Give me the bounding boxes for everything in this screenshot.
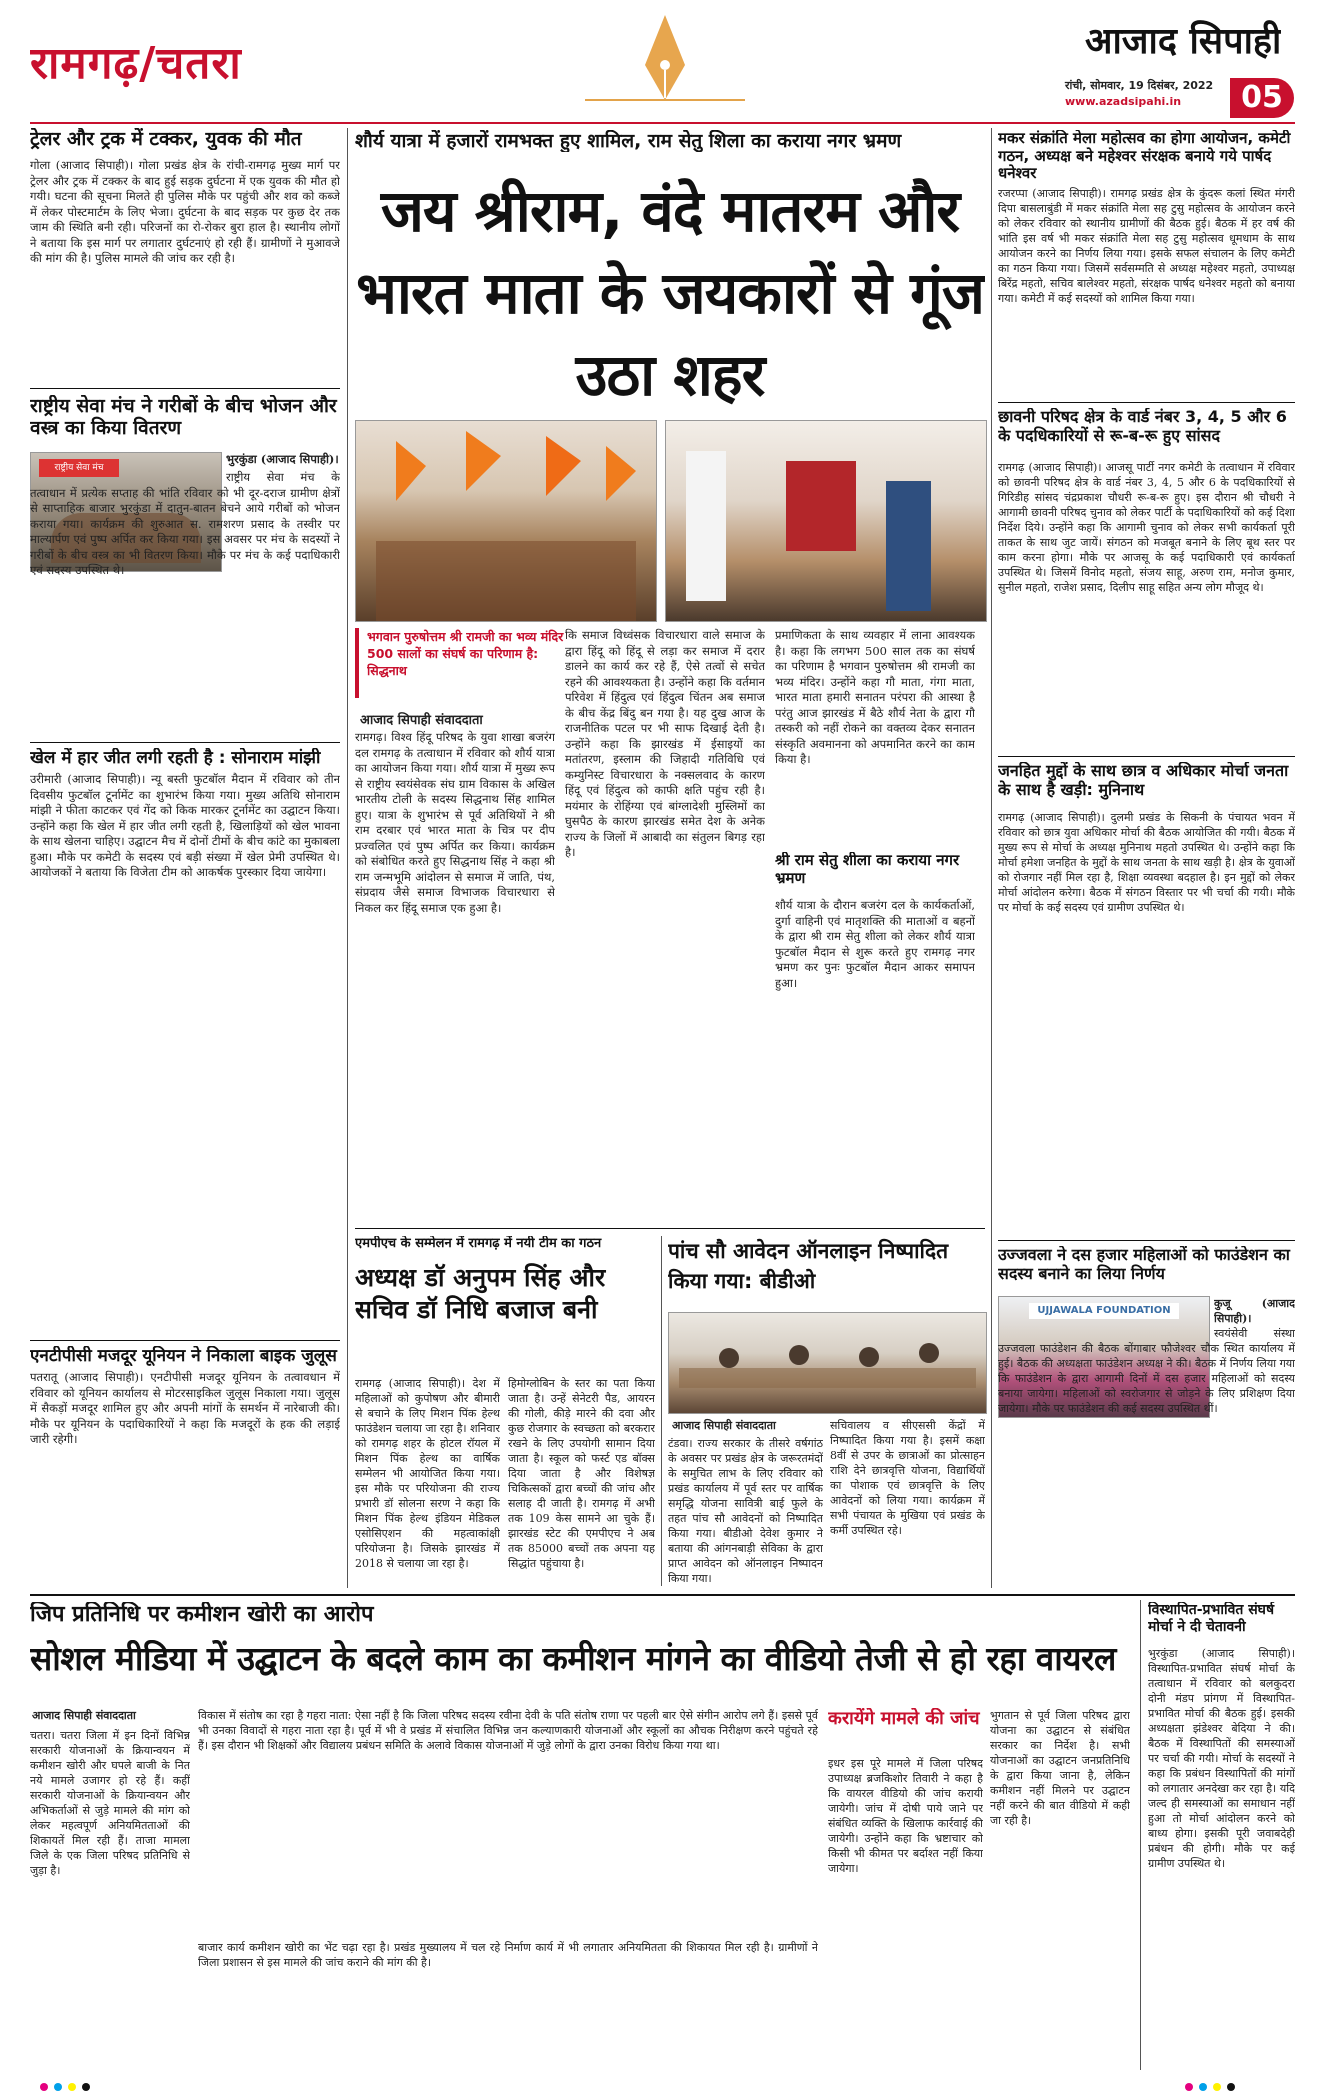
- lead-body: कि समाज विध्वंसक विचारधारा वाले समाज के द्वारा हिंदू को हिंदू से लड़ा कर समाज में दरार डालने का कार्य कर रहे हैं, ऐसे तत्वों से सचेत रहने की आवश्यकता है। उन्होंने कहा कि वर्तमान परिवेश में हिंदुत्व एवं हिंदुत्व चिंतन अब समाज के बीच केंद्र बिंदु बन गया है। यह दुख आज के राजनीतिक पटल पर भी साफ दिखाई देती है। उन्होंने कहा कि झारखंड में ईसाइयों का मतांतरण, इस्लाम की जिहादी गतिविधि एवं कम्युनिस्ट विचारधारा के नक्सलवाद के कारण हिंदू एवं हिंदुत्व को काफी क्षति पहुंच रही है। मयंमार के रोहिंग्या एवं बांग्लादेशी मुस्लिमों का घुसपैठ के कारण झारखंड समेत देश के अनेक राज्य के जिलों में आबादी का संतुलन बिगड़ रहा है।: [565, 628, 765, 859]
- story-title: राष्ट्रीय सेवा मंच ने गरीबों के बीच भोजन और वस्त्र का किया वितरण: [30, 395, 337, 440]
- column-rule: [991, 128, 992, 1588]
- story-body: उरीमारी (आजाद सिपाही)। न्यू बस्ती फुटबॉल मैदान में रविवार को तीन दिवसीय फुटबॉल टूर्नामेंट का शुभारंभ किया गया। मुख्य अतिथि सोनाराम मांझी ने फीता काटकर एवं गेंद को किक मारकर टूर्नामेंट का उद्घाटन किया। उन्होंने कहा कि खेल में हार जीत लगी रहती है, खिलाड़ियों को खेल भावना के साथ खेलना चाहिए। उद्घाटन मैच में दोनों टीमों के बीच कांटे का मुकाबला हुआ। मौके पर कमेटी के सदस्य एवं बड़ी संख्या में खेल प्रेमी उपस्थित थे। आयोजकों ने बताया कि विजेता टीम को आकर्षक पुरस्कार दिया जायेगा।: [30, 772, 340, 879]
- story-byline: आजाद सिपाही संवाददाता: [32, 1709, 136, 1722]
- story-body: राष्ट्रीय सेवा मंच के तत्वाधान में प्रत्येक सप्ताह की भांति रविवार को भी दूर-दराज ग्रामीण क्षेत्रों से साप्ताहिक बाजार भुरकुंडा में दातुन-बातन बेचने आये गरीबों को भोजन कराया गया। कार्यक्रम की शुरुआत स. रामशरण प्रसाद के तस्वीर पर माल्यार्पण एवं पुष्प अर्पित कर किया गया। इस अवसर पर मंच के सदस्यों ने गरीबों के बीच वस्त्र का भी वितरण किया। मौके पर मंच के कई पदाधिकारी एवं सदस्य उपस्थित थे।: [30, 470, 340, 577]
- story-subhead: करायेंगे मामले की जांच: [828, 1708, 980, 1729]
- lead-kicker: शौर्य यात्रा में हजारों रामभक्त हुए शामिल, राम सेतु शिला का कराया नगर भ्रमण: [355, 130, 902, 152]
- story-body: गोला (आजाद सिपाही)। गोला प्रखंड क्षेत्र के रांची-रामगढ़ मुख्य मार्ग पर ट्रेलर और ट्रक में टक्कर के बाद हुई सड़क दुर्घटना में एक युवक की मौत हो गयी। घटना की सूचना मिलते ही पुलिस मौके पर पहुंची और शव को कब्जे में लेकर पोस्टमार्टम के लिए भेजा। दुर्घटना के बाद सड़क पर कुछ देर तक जाम की स्थिति बनी रही। परिजनों का रो-रोकर बुरा हाल है। स्थानीय लोगों ने बताया कि इस मार्ग पर लगातार दुर्घटनाएं हो रही हैं। ग्रामीणों ने मुआवजे की मांग की है। पुलिस मामले की जांच कर रही है।: [30, 158, 340, 265]
- divider: [30, 742, 340, 743]
- column-rule: [661, 1236, 662, 1586]
- dateline: रांची, सोमवार, 19 दिसंबर, 2022: [1065, 79, 1214, 92]
- news-photo-rally: [355, 420, 657, 622]
- story-title: ट्रेलर और ट्रक में टक्कर, युवक की मौत: [30, 128, 302, 150]
- story-body: इधर इस पूरे मामले में जिला परिषद उपाध्यक्ष ब्रजकिशोर तिवारी ने कहा है कि वायरल वीडियो की जांच करायी जायेगी। जांच में दोषी पाये जाने पर संबंधित व्यक्ति के खिलाफ कार्रवाई की जायेगी। उन्होंने कहा कि भ्रष्टाचार को किसी भी कीमत पर बर्दाश्त नहीं किया जायेगा।: [828, 1757, 983, 1875]
- bottom-kicker: जिप प्रतिनिधि पर कमीशन खोरी का आरोप: [30, 1602, 374, 1627]
- story-body: रामगढ़ (आजाद सिपाही)। दुलमी प्रखंड के सिकनी के पंचायत भवन में रविवार को छात्र युवा अधिकार मोर्चा की बैठक आयोजित की गयी। बैठक में मुख्य रूप से मोर्चा के अध्यक्ष मुनिनाथ महतो उपस्थित थे। उन्होंने कहा कि मोर्चा हमेशा जनहित के मुद्दों के साथ जनता के साथ खड़ी है। क्षेत्र के युवाओं को रोजगार नहीं मिल रहा है, शिक्षा व्यवस्था बदहाल है। इन मुद्दों को लेकर मोर्चा आंदोलन करेगा। बैठक में संगठन विस्तार पर भी चर्चा की गयी। मौके पर मोर्चा के कई सदस्य एवं ग्रामीण उपस्थित थे।: [998, 811, 1295, 914]
- divider: [355, 1228, 985, 1229]
- divider: [30, 1594, 1295, 1596]
- news-photo-food-distribution: राष्ट्रीय सेवा मंच: [30, 452, 222, 572]
- lead-body: रामगढ़। विश्व हिंदू परिषद के युवा शाखा बजरंग दल रामगढ़ के तत्वाधान में रविवार को शौर्य यात्रा का आयोजन किया गया। शौर्य यात्रा में मुख्य रूप से राष्ट्रीय स्वयंसेवक संघ ग्राम विकास के अखिल भारतीय टोली के सदस्य सिद्धनाथ सिंह शामिल हुए। यात्रा के शुभारंभ से पूर्व अतिथियों ने श्री राम दरबार एवं भारत माता के चित्र पर दीप प्रज्वलित एवं पुष्प अर्पित कर किया। कार्यक्रम को संबोधित करते हुए सिद्धनाथ सिंह ने कहा श्री राम जन्मभूमि आंदोलन से समाज में जाति, पंथ, संप्रदाय जैसे समाज विभाजक विचारधारा से निकल कर हिंदू समाज एक हुआ है।: [355, 730, 555, 915]
- story-byline: कुजू (आजाद सिपाही)।: [1214, 1297, 1295, 1325]
- pull-quote: [355, 628, 567, 698]
- story-body: सचिवालय व सीएससी केंद्रों में निष्पादित किया गया है। इसमें कक्षा 8वीं से उपर के छात्राओं का प्रोत्साहन राशि देने छात्रवृत्ति योजना, विद्यार्थियों का पोशाक एवं छात्रवृत्ति के लिए आवेदनों को लिया गया। कार्यक्रम में सभी पंचायत के मुखिया एवं प्रखंड के कर्मी उपस्थित रहे।: [830, 1419, 985, 1537]
- registration-marks: [1185, 2076, 1305, 2084]
- section-title: रामगढ़/चतरा: [30, 38, 242, 89]
- story-body: टंडवा। राज्य सरकार के तीसरे वर्षगांठ के अवसर पर प्रखंड क्षेत्र के जरूरतमंदों के समुचित लाभ के लिए रविवार को प्रखंड कार्यालय में पूर्व स्तर पर वार्षिक समृद्धि योजना सावित्री बाई फुले के तहत पांच सौ आवेदनों को निष्पादित किया गया। बीडीओ देवेश कुमार ने बताया की आंगनबाड़ी सेविका के द्वारा प्राप्त आवेदन को ऑनलाइन निष्पादन किया गया।: [668, 1437, 823, 1585]
- story-title: खेल में हार जीत लगी रहती है : सोनाराम मांझी: [30, 748, 321, 768]
- foundation-banner: UJJAWALA FOUNDATION: [1029, 1303, 1179, 1319]
- story-body: विकास में संतोष का रहा है गहरा नाता: ऐसा नहीं है कि जिला परिषद सदस्य रवीना देवी के पति संतोष राणा पर पहली बार ऐसे संगीन आरोप लगे हैं। इससे पूर्व भी उनका विवादों से गहरा नाता रहा है। पूर्व में भी वे प्रखंड में संचालित विभिन्न जन कल्याणकारी योजनाओं और स्कूलों का औचक निरीक्षण करने पहुंचते रहे हैं। इस दौरान भी शिक्षकों और विद्यालय प्रबंधन समिति के अलावे विकास योजनाओं में जुड़े लोगों के द्वारा उनका विरोध किया गया था।: [198, 1709, 818, 1752]
- page-number-badge: 05: [1230, 78, 1294, 118]
- divider: [30, 388, 340, 389]
- divider: [998, 1240, 1295, 1241]
- divider: [998, 402, 1295, 403]
- story-body: रामगढ़ (आजाद सिपाही)। देश में महिलाओं को कुपोषण और बीमारी से बचाने के लिए मिशन पिंक हेल्थ फाउंडेशन चलाया जा रहा है। शनिवार को रामगढ़ शहर के होटल रॉयल में मिशन पिंक हेल्थ का वार्षिक सम्मेलन भी आयोजित किया गया। इस मौके पर परियोजना की राज्य प्रभारी डॉ सोलना सरण ने कहा कि मिशन पिंक हेल्थ इंडियन मेडिकल एसोसिएशन की महत्वाकांक्षी परियोजना है। जिसके झारखंड में 2018 से चलाया जा रहा है।: [355, 1377, 500, 1570]
- registration-marks: [40, 2076, 160, 2084]
- pen-nib-logo: [585, 10, 745, 110]
- paper-name: आजाद सिपाही: [1085, 20, 1282, 62]
- story-body: हिमोग्लोबिन के स्तर का पता किया जाता है। उन्हें सेनेटरी पैड, आयरन की गोली, कीड़े मारने की दवा और कुछ रोजगार के स्वच्छता को बरकरार रखने के लिए उपयोगी सामान दिया जाता है। स्कूल को फर्स्ट एड बॉक्स दिया जाता है और विशेषज्ञ चिकित्सकों द्वारा बच्चों की जांच और सलाह दी जाती है। रामगढ़ में अभी तक 109 केस सामने आ चुके हैं। झारखंड स्टेट की एमपीएच ने अब तक 85000 बच्चों तक अपना यह सिद्धांत पहुंचाया है।: [508, 1377, 655, 1570]
- story-title: विस्थापित-प्रभावित संघर्ष मोर्चा ने दी चेतावनी: [1148, 1602, 1275, 1635]
- column-rule: [347, 128, 348, 1588]
- story-headline: अध्यक्ष डॉ अनुपम सिंह और सचिव डॉ निधि बजाज बनी: [355, 1263, 606, 1324]
- story-title: मकर संक्रांति मेला महोत्सव का होगा आयोजन, कमेटी गठन, अध्यक्ष बने महेश्वर संरक्षक बनाये गये पार्षद धनेश्वर: [998, 130, 1291, 183]
- bottom-headline: सोशल मीडिया में उद्घाटन के बदले काम का कमीशन मांगने का वीडियो तेजी से हो रहा वायरल: [30, 1640, 1116, 1678]
- story-title: उज्जवला ने दस हजार महिलाओं को फाउंडेशन का सदस्य बनाने का लिया निर्णय: [998, 1246, 1290, 1283]
- story-title: एनटीपीसी मजदूर यूनियन ने निकाला बाइक जुलूस: [30, 1346, 337, 1366]
- story-byline: आजाद सिपाही संवाददाता: [672, 1419, 776, 1432]
- story-body: रजरप्पा (आजाद सिपाही)। रामगढ़ प्रखंड क्षेत्र के कुंदरू कलां स्थित मंगरी दिपा बासलाबुंडी में मकर संक्रांति मेला सह टुसु महोत्सव के आयोजन करने को लेकर रविवार को स्थानीय ग्रामीणों की बैठक हुई। बैठक में हर वर्ष की भांति इस वर्ष भी मकर संक्रांति मेला सह टुसु महोत्सव धूमधाम के साथ आयोजन करने का निर्णय लिया गया। इसके सफल संचालन के लिए कमेटी का गठन किया गया। जिसमें सर्वसम्मति से अध्यक्ष महेश्वर महतो, उपाध्यक्ष बिरेंद्र महतो, सचिव बालेश्वर महतो, संरक्षक पार्षद धनेश्वर महतो को बनाया गया। कमेटी में कई सदस्यों को शामिल किया गया।: [998, 187, 1295, 305]
- divider: [30, 1340, 340, 1341]
- story-kicker: एमपीएच के सम्मेलन में रामगढ़ में नयी टीम का गठन: [355, 1236, 602, 1251]
- masthead-rule: [30, 122, 1295, 124]
- news-photo-ceremony: [665, 420, 987, 622]
- lead-body: शौर्य यात्रा के दौरान बजरंग दल के कार्यकर्ताओं, दुर्गा वाहिनी एवं मातृशक्ति की माताओं व बहनों के द्वारा श्री राम सेतु शीला को लेकर शौर्य यात्रा फुटबॉल मैदान से शुरू करते हुए रामगढ़ नगर भ्रमण कर पुनः फुटबॉल मैदान आकर समापन हुआ।: [775, 898, 975, 990]
- pull-quote-text: भगवान पुरुषोत्तम श्री रामजी का भव्य मंदिर 500 सालों का संघर्ष का परिणाम है: सिद्धनाथ: [367, 629, 564, 678]
- story-body: स्वयंसेवी संस्था उज्जवला फाउंडेशन की बैठक बोंगाबार फौजेश्वर चौक स्थित कार्यालय में हुई। बैठक की अध्यक्षता फाउंडेशन अध्यक्ष ने की। बैठक में निर्णय लिया गया कि फाउंडेशन के द्वारा आगामी दिनों में दस हजार महिलाओं को सदस्य बनाया जायेगा। महिलाओं को स्वरोजगार से जोड़ने के लिए प्रशिक्षण दिया जायेगा। मौके पर फाउंडेशन की कई सदस्य उपस्थित थीं।: [998, 1327, 1295, 1415]
- story-headline: पांच सौ आवेदन ऑनलाइन निष्पादित किया गया: बीडीओ: [668, 1239, 949, 1293]
- column-rule: [1140, 1600, 1141, 2070]
- lead-body: प्रमाणिकता के साथ व्यवहार में लाना आवश्यक है। कहा कि लगभग 500 साल तक का संघर्ष का परिणाम है भगवान पुरुषोत्तम श्री रामजी का भव्य मंदिर। उन्होंने कहा गौ माता, गंगा माता, भारत माता हमारी सनातन परंपरा की आस्था है परंतु आज झारखंड में बैठे शौर्य नेता के द्वारा गौ तस्करी को नहीं रोकने का वक्तव्य देकर सनातन संस्कृति अवमानना को अपमानित करने का काम किया है।: [775, 628, 975, 766]
- story-body: भुगतान से पूर्व जिला परिषद द्वारा योजना का उद्घाटन से संबंधित सरकार का निर्देश है। सभी योजनाओं का उद्घाटन जनप्रतिनिधि के द्वारा किया जाना है, लेकिन कमीशन नहीं मिलने पर उद्घाटन नहीं करने की बात वीडियो में कही जा रही है।: [990, 1709, 1130, 1827]
- lead-byline: आजाद सिपाही संवाददाता: [360, 713, 483, 728]
- lead-subhead: श्री राम सेतु शीला का कराया नगर भ्रमण: [775, 852, 960, 887]
- story-body: चतरा। चतरा जिला में इन दिनों विभिन्न सरकारी योजनाओं के क्रियान्वयन में कमीशन खोरी और घपले बाजी के नित नये मामले उजागर हो रहे हैं। कहीं सरकारी योजनाओं के क्रियान्वयन और अभिकर्ताओं से जुड़े मामले की मांग को लेकर महत्वपूर्ण अनियमितताओं की शिकायतें मिल रही हैं। ताजा मामला जिले के एक जिला परिषद प्रतिनिधि से जुड़ा है।: [30, 1729, 190, 1877]
- news-photo-office: [668, 1312, 987, 1414]
- story-body: पतरातू (आजाद सिपाही)। एनटीपीसी मजदूर यूनियन के तत्वावधान में रविवार को यूनियन कार्यालय से मोटरसाइकिल जुलूस निकाला गया। जुलूस में सैकड़ों मजदूर शामिल हुए और अपनी मांगों के समर्थन में नारेबाजी की। मौके पर यूनियन के पदाधिकारियों ने कहा कि मजदूरों के हक की लड़ाई जारी रहेगी।: [30, 1370, 340, 1446]
- story-title: छावनी परिषद क्षेत्र के वार्ड नंबर 3, 4, 5 और 6 के पदधिकारियों से रू-ब-रू हुए सांसद: [998, 408, 1287, 445]
- story-body: भुरकुंडा (आजाद सिपाही)। विस्थापित-प्रभावित संघर्ष मोर्चा के तत्वाधान में रविवार को बलकुदरा दोनी मंडप प्रांगण में विस्थापित-प्रभावित मोर्चा की बैठक हुई। इसकी अध्यक्षता झंडेश्वर बेदिया ने की। बैठक में विस्थापितों की समस्याओं पर चर्चा की गयी। मोर्चा के सदस्यों ने कहा कि प्रबंधन विस्थापितों की मांगों को लगातार अनदेखा कर रहा है। यदि जल्द ही समस्याओं का समाधान नहीं हुआ तो मोर्चा आंदोलन करने को बाध्य होगा। इसकी पूरी जवाबदेही प्रबंधन की होगी। मौके पर कई ग्रामीण उपस्थित थे।: [1148, 1647, 1295, 1870]
- website: www.azadsipahi.in: [1065, 95, 1182, 108]
- story-title: जनहित मुद्दों के साथ छात्र व अधिकार मोर्चा जनता के साथ है खड़ी: मुनिनाथ: [998, 762, 1289, 799]
- story-byline: भुरकुंडा (आजाद सिपाही)।: [226, 452, 339, 466]
- divider: [998, 756, 1295, 757]
- lead-headline: जय श्रीराम, वंदे मातरम और भारत माता के जयकारों से गूंज उठा शहर: [356, 177, 984, 409]
- story-body: रामगढ़ (आजाद सिपाही)। आजसू पार्टी नगर कमेटी के तत्वाधान में रविवार को छावनी परिषद क्षेत्र के वार्ड नंबर 3, 4, 5 और 6 के पदधिकारियों से गिरिडीह सांसद चंद्रप्रकाश चौधरी रू-ब-रू हुए। इस दौरान श्री चौधरी ने आगामी छावनी परिषद चुनाव को लेकर पार्टी के पदाधिकारियों को कई दिशा निर्देश दिये। उन्होंने कहा कि आगामी चुनाव को लेकर सभी कार्यकर्ता पूरी ताकत के साथ जुट जायें। संगठन को मजबूत बनाने के लिए बूथ स्तर पर काम करना होगा। मौके पर आजसू के कई पदाधिकारी एवं कार्यकर्ता उपस्थित थे। जिसमें विनोद महतो, संजय साहू, अरुण राम, मनोज कुमार, सुनील महतो, राजेश प्रसाद, दिलीप साहू सहित अन्य लोग मौजूद थे।: [998, 461, 1295, 594]
- story-body: बाजार कार्य कमीशन खोरी का भेंट चढ़ा रहा है। प्रखंड मुख्यालय में चल रहे निर्माण कार्य में भी लगातार अनियमितता की शिकायत मिल रही है। ग्रामीणों ने जिला प्रशासन से इस मामले की जांच कराने की मांग की है।: [198, 1941, 818, 1969]
